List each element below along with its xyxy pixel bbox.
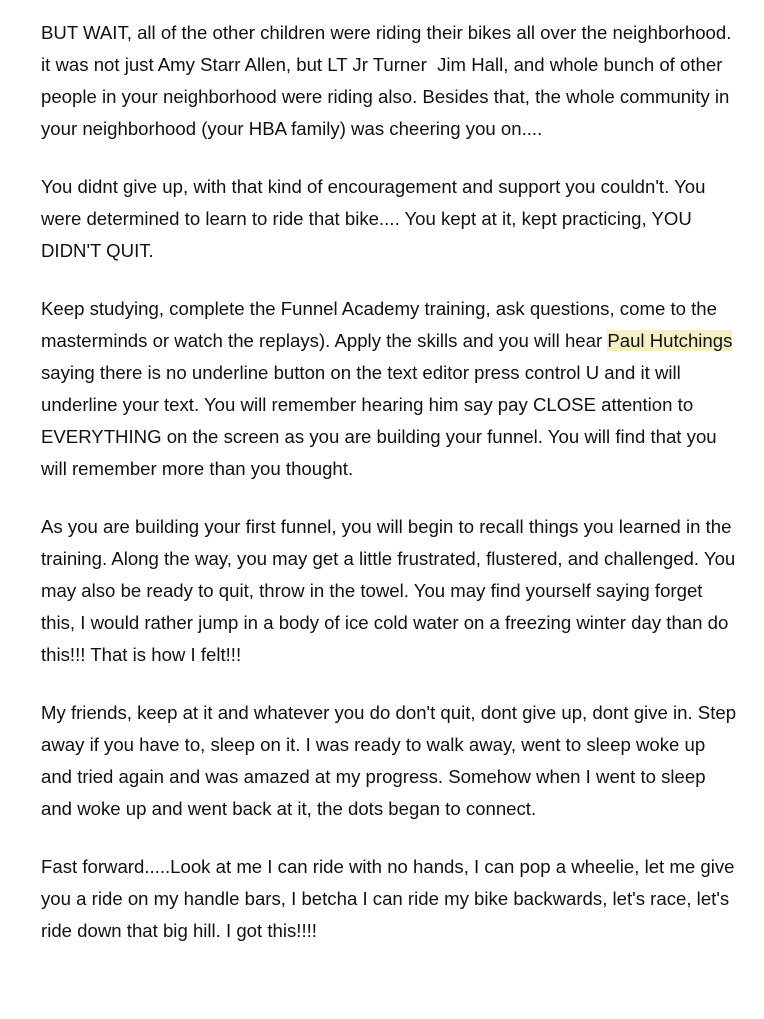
paragraph-5: My friends, keep at it and whatever you do don't quit, dont give up, dont give in. Step away if you have to, sleep on it. I was ready to walk away, went to sleep woke up and tried again and was amazed at my progress. Somehow when I went to sleep and woke up and went back at it, the dots began to connect. <box>41 702 742 819</box>
document-body <box>41 17 741 973</box>
paragraph-3 <box>41 293 741 485</box>
paragraph-6: Fast forward.....Look at me I can ride with no hands, I can pop a wheelie, let me give you a ride on my handle bars, I betcha I can ride my bike backwards, let's race, let's ride down that big hill. I got this!!!! <box>41 856 740 941</box>
paragraph-2: You didnt give up, with that kind of encouragement and support you couldn't. You were determined to learn to ride that bike.... You kept at it, kept practicing, YOU DIDN'T QUIT. <box>41 176 711 261</box>
paragraph-1: BUT WAIT, all of the other children were riding their bikes all over the neighborhood. it was not just Amy Starr Allen, but LT Jr Turner Jim Hall, and whole bunch of other people in your neighborhood were riding also. Besides that, the whole community in your neighborhood (your HBA family) was cheering you on.... <box>41 22 737 139</box>
highlighted-name[interactable]: Paul Hutchings <box>607 330 733 351</box>
paragraph-4: As you are building your first funnel, you will begin to recall things you learned in the training. Along the way, you may get a little frustrated, flustered, and challenged. You may also be ready to quit, throw in the towel. You may find yourself saying forget this, I would rather jump in a body of ice cold water on a freezing winter day than do this!!! That is how I felt!!! <box>41 516 741 665</box>
paragraph-3-text-before: Keep studying, complete the Funnel Academy training, ask questions, come to the masterminds or watch the replays). Apply the skills and you will hear <box>41 298 723 351</box>
paragraph-3-text-after: saying there is no underline button on the text editor press control U and it will underline your text. You will remember hearing him say pay CLOSE attention to EVERYTHING on the screen as you are building your funnel. You will find that you will remember more than you thought. <box>41 330 738 479</box>
